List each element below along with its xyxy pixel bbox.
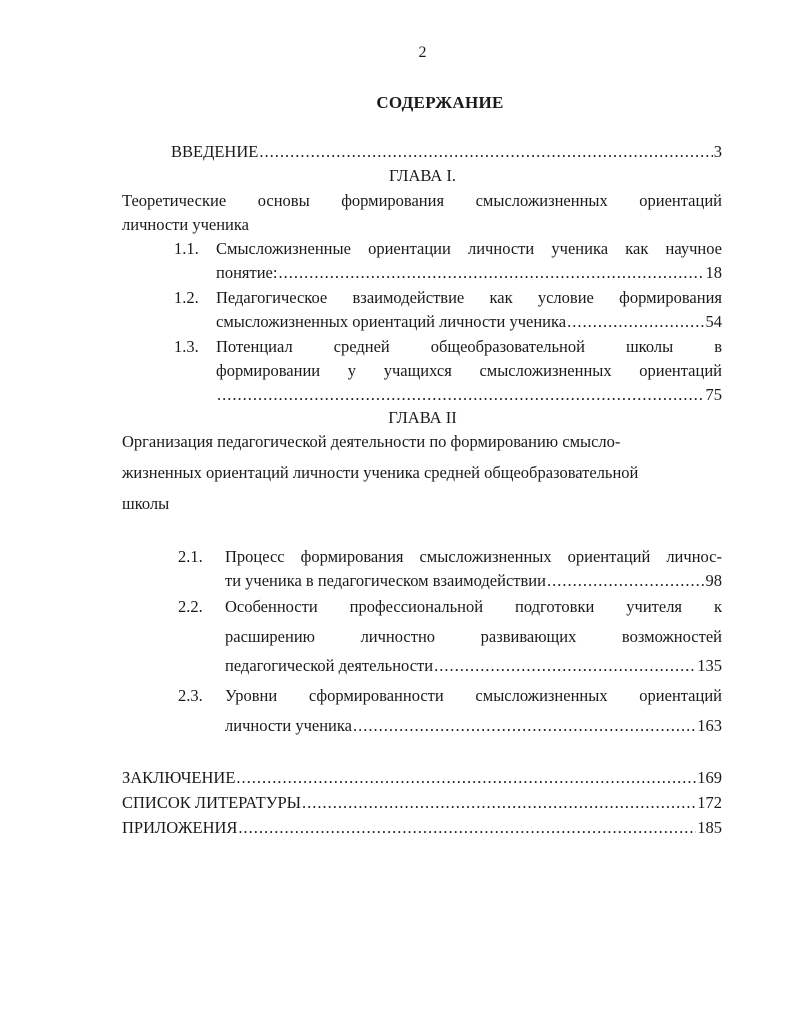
section-number: 2.2.	[178, 597, 203, 616]
toc-entry-label: ПРИЛОЖЕНИЯ	[122, 818, 238, 837]
toc-entry-label: ЗАКЛЮЧЕНИЕ	[122, 768, 236, 787]
toc-section-2-1-cont[interactable]	[225, 571, 722, 591]
dot-leader	[236, 768, 696, 788]
toc-entry-page: 54	[705, 312, 722, 331]
toc-entry-label: личности ученика	[225, 716, 352, 735]
chapter-2-title-cont: жизненных ориентаций личности ученика средней общеобразовательной	[122, 463, 639, 482]
toc-entry-conclusion[interactable]	[122, 768, 722, 788]
section-number: 1.3.	[174, 337, 199, 356]
toc-entry-page: 98	[705, 571, 722, 590]
dot-leader	[259, 142, 712, 162]
toc-section-2-2-cont[interactable]: расширению личностно развивающих возможностей	[225, 627, 722, 646]
toc-section-1-3-cont[interactable]: формировании у учащихся смысложизненных ориентаций	[216, 361, 722, 380]
page-title: СОДЕРЖАНИЕ	[376, 93, 504, 112]
toc-entry-page: 18	[705, 263, 722, 282]
toc-entry-page: 172	[697, 793, 722, 812]
chapter-1-title-cont: личности ученика	[122, 215, 249, 234]
toc-entry-page: 169	[697, 768, 722, 787]
toc-entry-label: смысложизненных ориентаций личности ученика	[216, 312, 567, 331]
toc-section-1-1[interactable]: Смысложизненные ориентации личности ученика как научное	[216, 239, 722, 258]
dot-leader	[302, 793, 696, 813]
dot-leader	[567, 312, 704, 332]
section-number: 1.1.	[174, 239, 199, 258]
section-number: 2.3.	[178, 686, 203, 705]
chapter-2-title-end: школы	[122, 494, 170, 513]
chapter-1-heading: ГЛАВА I.	[388, 166, 457, 185]
toc-entry-appendices[interactable]	[122, 818, 722, 838]
dot-leader	[547, 571, 705, 591]
page-number: 2	[418, 44, 427, 61]
toc-entry-label: понятие:	[216, 263, 278, 282]
toc-entry-label: ти ученика в педагогическом взаимодействии	[225, 571, 546, 590]
toc-section-2-2[interactable]: Особенности профессиональной подготовки учителя к	[225, 597, 722, 616]
toc-entry-page: 135	[697, 656, 722, 675]
toc-section-2-2-end[interactable]	[225, 656, 722, 676]
toc-entry-label: СПИСОК ЛИТЕРАТУРЫ	[122, 793, 302, 812]
toc-section-1-2[interactable]: Педагогическое взаимодействие как условие формирования	[216, 288, 722, 307]
toc-section-1-3-leader[interactable]	[216, 385, 722, 405]
chapter-1-title: Теоретические основы формирования смысложизненных ориентаций	[122, 191, 722, 210]
toc-section-2-1[interactable]: Процесс формирования смысложизненных ориентаций личнос-	[225, 547, 722, 566]
toc-entry-page: 75	[705, 385, 722, 404]
section-number: 1.2.	[174, 288, 199, 307]
chapter-2-heading: ГЛАВА II	[388, 408, 457, 427]
toc-entry-label: ВВЕДЕНИЕ	[171, 142, 259, 161]
toc-section-1-3[interactable]: Потенциал средней общеобразовательной школы в	[216, 337, 722, 356]
toc-section-1-2-cont[interactable]	[216, 312, 722, 332]
dot-leader	[217, 385, 705, 405]
toc-entry-page: 163	[697, 716, 722, 735]
dot-leader	[353, 716, 696, 736]
toc-entry-references[interactable]	[122, 793, 722, 813]
toc-entry-page: 3	[713, 142, 722, 161]
section-number: 2.1.	[178, 547, 203, 566]
toc-section-2-3[interactable]: Уровни сформированности смысложизненных ориентаций	[225, 686, 722, 705]
dot-leader	[434, 656, 696, 676]
toc-entry-introduction[interactable]	[171, 142, 722, 162]
toc-entry-label: педагогической деятельности	[225, 656, 434, 675]
toc-section-1-1-cont[interactable]	[216, 263, 722, 283]
chapter-2-title: Организация педагогической деятельности по формированию смысло-	[122, 432, 621, 451]
toc-entry-page: 185	[697, 818, 722, 837]
toc-section-2-3-cont[interactable]	[225, 716, 722, 736]
dot-leader	[238, 818, 696, 838]
dot-leader	[278, 263, 704, 283]
